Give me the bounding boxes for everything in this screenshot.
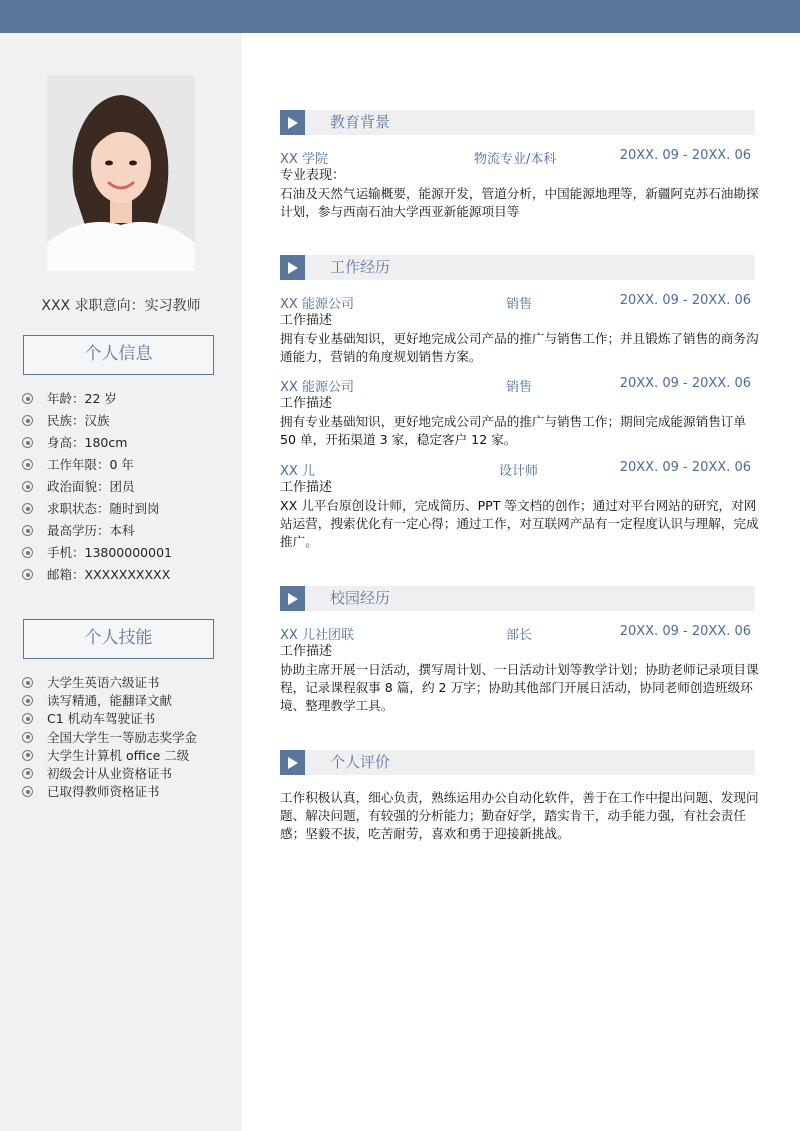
- play-arrow-icon: [280, 110, 305, 135]
- list-item: 工作年限：0 年: [22, 454, 172, 476]
- section-title: 个人评价: [330, 753, 391, 771]
- personal-info-title: 个人信息: [23, 335, 214, 375]
- play-arrow-icon: [280, 586, 305, 611]
- circle-bullet-icon: [22, 481, 33, 492]
- organization-name: XX 儿社团联: [280, 628, 354, 643]
- work-description: XX 儿平台原创设计师，完成简历、PPT 等文档的创作；通过对平台网站的研究，对网站运营，搜索优化有一定心得；通过工作，对互联网产品有一定程度认识与理解，完成推广。: [280, 498, 759, 549]
- section-title: 工作经历: [330, 258, 391, 276]
- job-title: 设计师: [499, 464, 539, 479]
- campus-row: [280, 624, 751, 642]
- list-item: 大学生英语六级证书: [22, 674, 197, 692]
- date-range: 20XX. 09 - 20XX. 06: [619, 293, 751, 308]
- circle-bullet-icon: [22, 393, 33, 404]
- major: 物流专业/本科: [474, 152, 557, 167]
- list-item: 年龄：22 岁: [22, 388, 172, 410]
- top-banner: [0, 0, 800, 33]
- personal-info-list: [22, 388, 172, 586]
- skills-title: 个人技能: [23, 619, 214, 659]
- list-item: 求职状态：随时到岗: [22, 498, 172, 520]
- campus-subtitle: 工作描述: [280, 644, 333, 659]
- company-name: XX 儿: [280, 464, 315, 479]
- list-item: 已取得教师资格证书: [22, 783, 197, 801]
- circle-bullet-icon: [22, 768, 33, 779]
- circle-bullet-icon: [22, 786, 33, 797]
- position: 部长: [506, 628, 533, 643]
- work-subtitle: 工作描述: [280, 313, 333, 328]
- circle-bullet-icon: [22, 415, 33, 426]
- circle-bullet-icon: [22, 569, 33, 580]
- company-name: XX 能源公司: [280, 297, 354, 312]
- date-range: 20XX. 09 - 20XX. 06: [619, 624, 751, 639]
- list-item: 手机：13800000001: [22, 542, 172, 564]
- date-range: 20XX. 09 - 20XX. 06: [619, 148, 751, 163]
- circle-bullet-icon: [22, 750, 33, 761]
- work-description: 拥有专业基础知识，更好地完成公司产品的推广与销售工作；并且锻炼了销售的商务沟通能力，营销的角度规划销售方案。: [280, 331, 759, 364]
- circle-bullet-icon: [22, 677, 33, 688]
- circle-bullet-icon: [22, 459, 33, 470]
- list-item: 最高学历：本科: [22, 520, 172, 542]
- education-row: [280, 148, 751, 166]
- evaluation-description: 工作积极认真，细心负责，熟练运用办公自动化软件，善于在工作中提出问题、发现问题、解决问题，有较强的分析能力；勤奋好学，踏实肯干，动手能力强，有社会责任感；坚毅不拔，吃苦耐劳，喜欢和勇于迎接新挑战。: [280, 790, 759, 841]
- list-item: 读写精通，能翻译文献: [22, 692, 197, 710]
- campus-description: 协助主席开展一日活动，撰写周计划、一日活动计划等教学计划；协助老师记录项目课程，记录课程叙事 8 篇，约 2 万字；协助其他部门开展日活动，协同老师创造班级环境、整理教学工具。: [280, 662, 759, 713]
- section-title: 校园经历: [330, 589, 391, 607]
- list-item: 大学生计算机 office 二级: [22, 747, 197, 765]
- circle-bullet-icon: [22, 695, 33, 706]
- education-description: 石油及天然气运输概要，能源开发，管道分析，中国能源地理等，新疆阿克苏石油勘探计划，参与西南石油大学西亚新能源项目等: [280, 186, 759, 219]
- circle-bullet-icon: [22, 437, 33, 448]
- circle-bullet-icon: [22, 713, 33, 724]
- profile-photo: [47, 75, 195, 271]
- skills-list: [22, 674, 197, 801]
- job-title: 销售: [506, 380, 533, 395]
- work-subtitle: 工作描述: [280, 480, 333, 495]
- list-item: 邮箱：XXXXXXXXXX: [22, 564, 172, 586]
- list-item: 政治面貌：团员: [22, 476, 172, 498]
- work-subtitle: 工作描述: [280, 396, 333, 411]
- circle-bullet-icon: [22, 547, 33, 558]
- section-title: 教育背景: [330, 113, 391, 131]
- work-row: [280, 293, 751, 311]
- work-description: 拥有专业基础知识，更好地完成公司产品的推广与销售工作；期间完成能源销售订单 50 单，开拓渠道 3 家，稳定客户 12 家。: [280, 414, 746, 447]
- work-row: [280, 460, 751, 478]
- circle-bullet-icon: [22, 732, 33, 743]
- date-range: 20XX. 09 - 20XX. 06: [619, 376, 751, 391]
- school-name: XX 学院: [280, 152, 328, 167]
- job-title: 销售: [506, 297, 533, 312]
- circle-bullet-icon: [22, 503, 33, 514]
- job-intent: XXX 求职意向：实习教师: [41, 298, 201, 314]
- education-subtitle: 专业表现：: [280, 168, 346, 183]
- circle-bullet-icon: [22, 525, 33, 536]
- play-arrow-icon: [280, 750, 305, 775]
- list-item: 身高：180cm: [22, 432, 172, 454]
- list-item: 全国大学生一等励志奖学金: [22, 729, 197, 747]
- date-range: 20XX. 09 - 20XX. 06: [619, 460, 751, 475]
- play-arrow-icon: [280, 255, 305, 280]
- work-header: [280, 255, 755, 280]
- list-item: 初级会计从业资格证书: [22, 765, 197, 783]
- list-item: C1 机动车驾驶证书: [22, 710, 197, 728]
- evaluation-header: [280, 750, 755, 775]
- company-name: XX 能源公司: [280, 380, 354, 395]
- campus-header: [280, 586, 755, 611]
- work-row: [280, 376, 751, 394]
- list-item: 民族：汉族: [22, 410, 172, 432]
- education-header: [280, 110, 755, 135]
